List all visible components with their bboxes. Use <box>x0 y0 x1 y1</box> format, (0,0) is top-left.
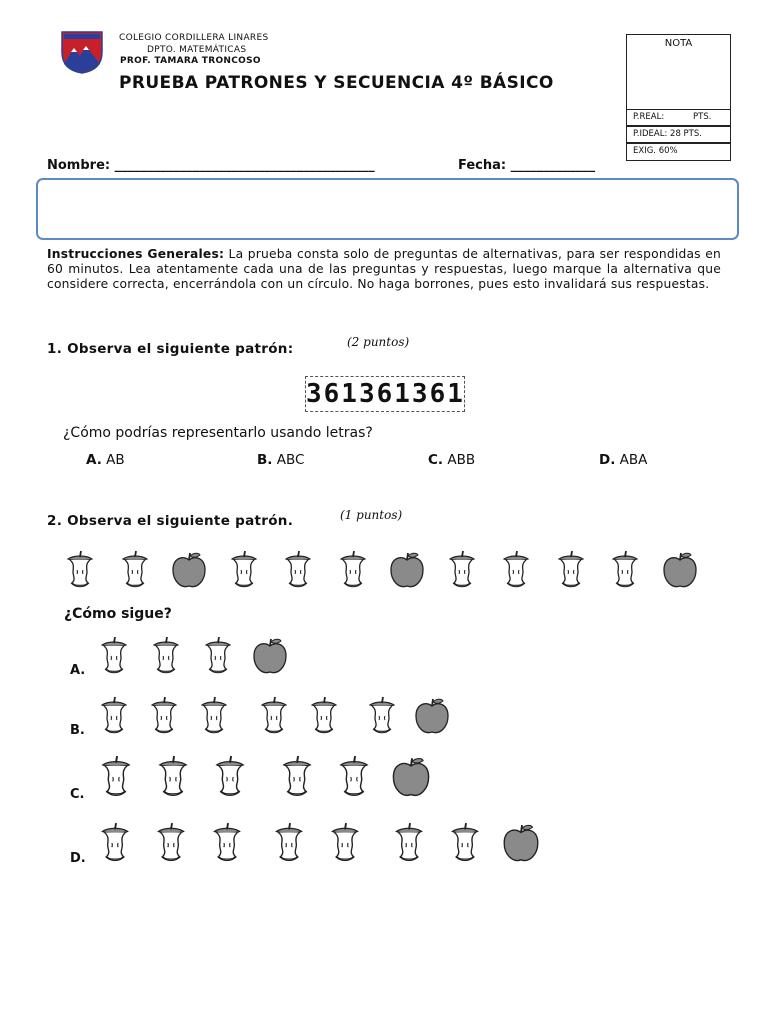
q2-option-a-letter[interactable]: A. <box>70 663 86 678</box>
whole-apple-icon <box>660 550 700 590</box>
apple-core-icon <box>115 550 155 590</box>
whole-apple-icon <box>387 550 427 590</box>
apple-core-icon <box>146 636 186 676</box>
apple-core-icon <box>94 755 138 799</box>
whole-apple-icon <box>500 822 542 864</box>
apple-core-icon <box>333 550 373 590</box>
q2-points: (1 puntos) <box>340 508 403 522</box>
q1-option-a-letter: A. <box>86 452 102 468</box>
apple-core-icon <box>324 822 366 864</box>
q1-option-d[interactable] <box>599 452 647 468</box>
apple-core-icon <box>496 550 536 590</box>
apple-core-icon <box>442 550 482 590</box>
q1-option-b[interactable] <box>257 452 304 468</box>
q2-option-a[interactable] <box>94 636 514 678</box>
q1-points: (2 puntos) <box>347 335 410 349</box>
apple-core-icon <box>551 550 591 590</box>
q1-pattern: 361361361 <box>306 379 465 409</box>
q1-option-a[interactable] <box>86 452 125 468</box>
q1-pattern-box <box>305 376 465 412</box>
q1-question: ¿Cómo podrías representarlo usando letras? <box>63 425 373 441</box>
whole-apple-icon <box>389 755 433 799</box>
instructions-text: La prueba consta solo de preguntas de alternativas, para ser respondidas en 60 minutos. Lea atentamente cada una de las preguntas y respuestas, luego marque la alternativa que considere correcta, encerrándola con un círculo. No haga borrones, pues esto invalidará sus respuestas. <box>47 247 721 291</box>
nombre-field[interactable]: Nombre: ________________________________________ <box>47 158 375 173</box>
whole-apple-icon <box>412 696 452 736</box>
apple-core-icon <box>362 696 402 736</box>
apple-core-icon <box>60 550 100 590</box>
department: DPTO. MATEMÁTICAS <box>147 45 247 55</box>
q1-option-c[interactable] <box>428 452 475 468</box>
q1-option-d-text: ABA <box>619 452 648 468</box>
q2-option-d-letter[interactable]: D. <box>70 851 86 866</box>
q1-title: 1. Observa el siguiente patrón: <box>47 341 294 357</box>
teacher-name: PROF. TAMARA TRONCOSO <box>120 56 261 66</box>
q1-option-c-text: ABB <box>447 452 476 468</box>
apple-core-icon <box>94 822 136 864</box>
q2-option-b[interactable] <box>94 696 514 738</box>
school-logo <box>60 30 104 74</box>
nota-box <box>626 34 731 110</box>
apple-core-icon <box>268 822 310 864</box>
apple-core-icon <box>198 636 238 676</box>
apple-core-icon <box>444 822 486 864</box>
preal-box <box>626 109 731 126</box>
q2-option-c-letter[interactable]: C. <box>70 787 85 802</box>
apple-core-icon <box>94 636 134 676</box>
apple-core-icon <box>206 822 248 864</box>
q2-option-b-letter[interactable]: B. <box>70 723 85 738</box>
q2-option-c[interactable] <box>94 755 514 801</box>
q1-option-a-text: AB <box>106 452 125 468</box>
q1-option-b-text: ABC <box>276 452 305 468</box>
instructions-label: Instrucciones Generales: <box>47 247 225 261</box>
apple-core-icon <box>144 696 184 736</box>
page-title: PRUEBA PATRONES Y SECUENCIA 4º BÁSICO <box>119 73 554 93</box>
pideal-label: P.IDEAL: 28 PTS. <box>633 129 702 139</box>
fecha-field[interactable]: Fecha: _____________ <box>458 158 596 173</box>
answer-frame <box>36 178 739 240</box>
apple-core-icon <box>224 550 264 590</box>
apple-core-icon <box>605 550 645 590</box>
q2-title: 2. Observa el siguiente patrón. <box>47 513 294 529</box>
q1-option-c-letter: C. <box>428 452 444 468</box>
apple-core-icon <box>388 822 430 864</box>
q2-pattern-row <box>60 550 710 592</box>
school-name: COLEGIO CORDILLERA LINARES <box>119 33 269 43</box>
apple-core-icon <box>275 755 319 799</box>
pideal-box <box>626 126 731 143</box>
q2-option-d[interactable] <box>94 822 534 866</box>
apple-core-icon <box>151 755 195 799</box>
whole-apple-icon <box>169 550 209 590</box>
whole-apple-icon <box>250 636 290 676</box>
exig-label: EXIG. 60% <box>633 146 678 156</box>
apple-core-icon <box>304 696 344 736</box>
apple-core-icon <box>254 696 294 736</box>
apple-core-icon <box>208 755 252 799</box>
apple-core-icon <box>194 696 234 736</box>
preal-pts: PTS. <box>693 112 712 122</box>
apple-core-icon <box>278 550 318 590</box>
apple-core-icon <box>150 822 192 864</box>
q2-question: ¿Cómo sigue? <box>64 606 172 622</box>
preal-label: P.REAL: <box>633 112 665 122</box>
q1-option-b-letter: B. <box>257 452 273 468</box>
instructions <box>47 247 721 292</box>
apple-core-icon <box>94 696 134 736</box>
exig-box <box>626 143 731 161</box>
apple-core-icon <box>332 755 376 799</box>
nota-label: NOTA <box>664 38 693 49</box>
q1-option-d-letter: D. <box>599 452 616 468</box>
logo-icon <box>60 30 104 74</box>
